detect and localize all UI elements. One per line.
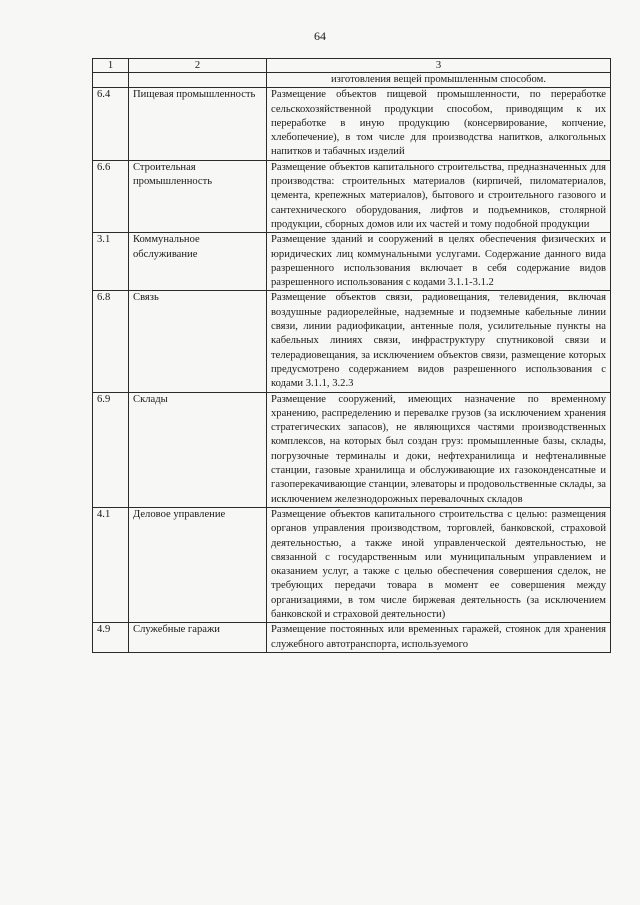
header-col-2: 2	[129, 59, 267, 73]
row-description: Размещение зданий и сооружений в целях обеспечения физических и юридических лиц коммунальными услугами. Содержание данного вида разрешенного использования включает в себя содержание видов разрешенного использования с кодами 3.1.1-3.1.2	[267, 233, 611, 291]
table-body	[93, 73, 611, 653]
row-code: 3.1	[93, 233, 129, 291]
row-use-name: Служебные гаражи	[129, 623, 267, 653]
row-description: Размещение объектов пищевой промышленности, по переработке сельскохозяйственной продукции способом, приводящим к их переработке в иную продукцию (консервирование, копчение, хлебопечение), в том числе для производства напитков, алкогольных напитков и табачных изделий	[267, 88, 611, 160]
row-code: 4.9	[93, 623, 129, 653]
permitted-use-table	[92, 58, 611, 653]
row-use-name: Деловое управление	[129, 507, 267, 622]
continuation-text: изготовления вещей промышленным способом.	[267, 73, 611, 88]
table-row	[93, 233, 611, 291]
continuation-code-cell	[93, 73, 129, 88]
row-use-name: Строительная промышленность	[129, 160, 267, 232]
table-row	[93, 291, 611, 392]
row-code: 6.9	[93, 392, 129, 507]
table-row	[93, 392, 611, 507]
row-code: 6.8	[93, 291, 129, 392]
row-description: Размещение постоянных или временных гаражей, стоянок для хранения служебного автотранспорта, используемого	[267, 623, 611, 653]
row-use-name: Связь	[129, 291, 267, 392]
table-row	[93, 88, 611, 160]
row-code: 4.1	[93, 507, 129, 622]
header-col-3: 3	[267, 59, 611, 73]
page-number: 64	[314, 29, 326, 43]
row-use-name: Пищевая промышленность	[129, 88, 267, 160]
header-row	[93, 59, 611, 73]
continuation-name-cell	[129, 73, 267, 88]
table-header	[93, 59, 611, 73]
table-row	[93, 507, 611, 622]
row-code: 6.6	[93, 160, 129, 232]
row-description: Размещение объектов капитального строительства с целью: размещения органов управления производством, торговлей, банковской, страховой деятельностью, а также иной управленческой деятельностью, не связанной с государственным или муниципальным управлением и оказанием услуг, а также с целью обеспечения совершения сделок, не требующих передачи товара в момент ее совершения между организациями, в том числе биржевая деятельность (за исключением банковской и страховой деятельности)	[267, 507, 611, 622]
row-code: 6.4	[93, 88, 129, 160]
table-row	[93, 160, 611, 232]
row-description: Размещение объектов связи, радиовещания, телевидения, включая воздушные радиорелейные, надземные и подземные кабельные линии связи, линии радиофикации, антенные поля, усилительные пункты на кабельных линиях связи, инфраструктуру спутниковой связи и телерадиовещания, за исключением объектов связи, размещение которых предусмотрено содержанием видов разрешенного использования с кодами 3.1.1, 3.2.3	[267, 291, 611, 392]
header-col-1: 1	[93, 59, 129, 73]
table-row	[93, 623, 611, 653]
continuation-row	[93, 73, 611, 88]
row-description: Размещение сооружений, имеющих назначение по временному хранению, распределению и перевалке грузов (за исключением хранения стратегических запасов), не являющихся частями производственных комплексов, на которых был создан груз: промышленные базы, склады, погрузочные терминалы и доки, нефтехранилища и нефтеналивные станции, газовые хранилища и обслуживающие их газоконденсатные и газоперекачивающие станции, элеваторы и продовольственные склады, за исключением железнодорожных перевалочных складов	[267, 392, 611, 507]
row-use-name: Коммунальное обслуживание	[129, 233, 267, 291]
row-description: Размещение объектов капитального строительства, предназначенных для производства: строительных материалов (кирпичей, пиломатериалов, цемента, крепежных материалов), бытового и строительного газового и сантехнического оборудования, лифтов и подъемников, столярной продукции, сборных домов или их частей и тому подобной продукции	[267, 160, 611, 232]
row-use-name: Склады	[129, 392, 267, 507]
